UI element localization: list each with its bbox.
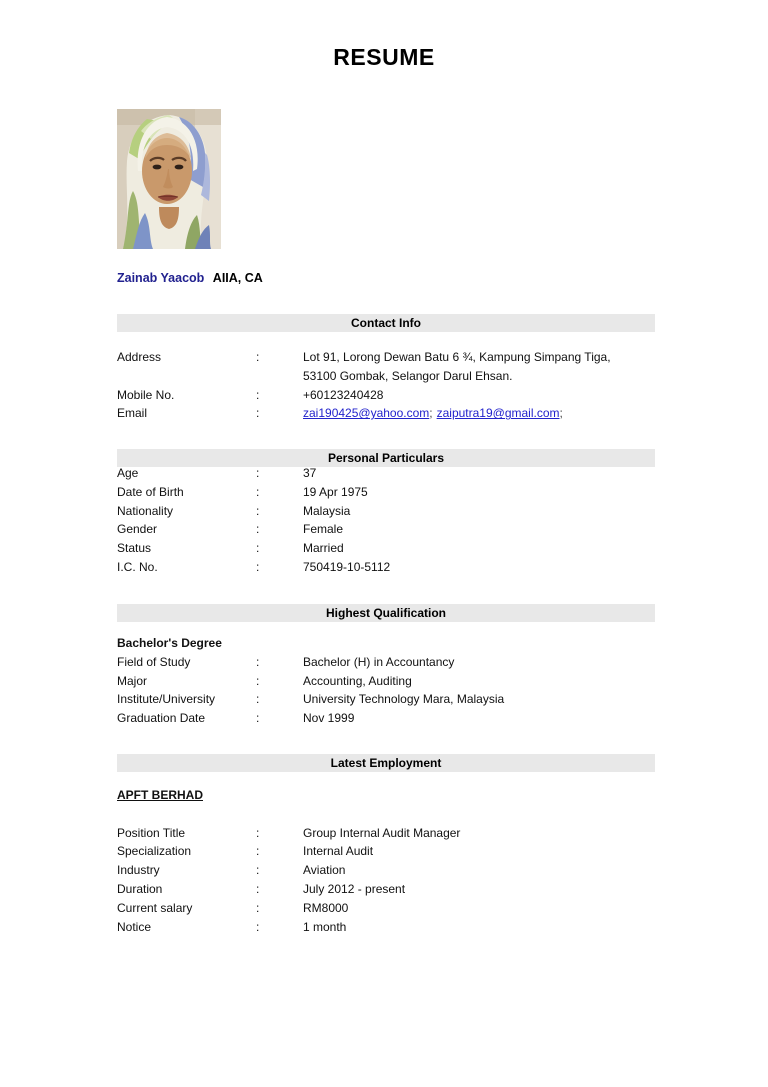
- dob-value: 19 Apr 1975: [303, 484, 368, 499]
- nationality-label: Nationality: [117, 503, 174, 518]
- candidate-name-line: [117, 271, 263, 285]
- degree-heading: Bachelor's Degree: [117, 636, 222, 650]
- colon-separator: :: [256, 522, 260, 537]
- dob-label: Date of Birth: [117, 484, 184, 499]
- personal-row-ic-no: [117, 558, 655, 577]
- email-values: [303, 404, 655, 423]
- status-label: Status: [117, 541, 152, 556]
- colon-separator: :: [256, 466, 260, 480]
- gender-value: Female: [303, 522, 344, 537]
- institute-value: University Technology Mara, Malaysia: [303, 692, 505, 707]
- email-label: Email: [117, 406, 148, 421]
- page-title: RESUME: [333, 44, 435, 70]
- employment-row-notice: [117, 918, 655, 937]
- address-label: Address: [117, 350, 162, 364]
- gender-label: Gender: [117, 522, 158, 537]
- section-header-contact-info: Contact Info: [117, 314, 655, 332]
- graduation-date-value: Nov 1999: [303, 711, 355, 726]
- address-value-line2: 53100 Gombak, Selangor Darul Ehsan.: [303, 368, 513, 383]
- ic-no-value: 750419-10-5112: [303, 559, 391, 574]
- email-link-gmail[interactable]: zaiputra19@gmail.com: [436, 406, 560, 421]
- personal-particulars-section: [117, 464, 655, 577]
- industry-label: Industry: [117, 863, 160, 878]
- qualification-row-graduation: [117, 709, 655, 728]
- employment-row-duration: [117, 880, 655, 899]
- contact-info-section: [117, 348, 655, 423]
- notice-label: Notice: [117, 919, 152, 934]
- field-of-study-label: Field of Study: [117, 654, 191, 669]
- employment-row-position: [117, 824, 655, 843]
- age-value: 37: [303, 466, 317, 480]
- contact-row-address-line2: [117, 367, 655, 386]
- colon-separator: :: [256, 844, 260, 859]
- specialization-label: Specialization: [117, 844, 192, 859]
- status-value: Married: [303, 541, 344, 556]
- section-header-latest-employment: Latest Employment: [117, 754, 655, 772]
- institute-label: Institute/University: [117, 692, 216, 707]
- colon-separator: :: [256, 825, 260, 840]
- major-label: Major: [117, 673, 148, 688]
- duration-label: Duration: [117, 881, 163, 896]
- employment-row-salary: [117, 899, 655, 918]
- field-of-study-value: Bachelor (H) in Accountancy: [303, 654, 455, 669]
- qualification-row-field: [117, 653, 655, 672]
- position-title-value: Group Internal Audit Manager: [303, 825, 461, 840]
- contact-row-mobile: [117, 386, 655, 405]
- candidate-credentials: AIIA, CA: [212, 271, 263, 285]
- employment-row-industry: [117, 861, 655, 880]
- mobile-value: +60123240428: [303, 387, 384, 402]
- portrait-photo-graphic: [117, 109, 221, 249]
- contact-row-address: [117, 348, 655, 367]
- colon-separator: :: [256, 711, 260, 726]
- colon-separator: :: [256, 692, 260, 707]
- address-value-line1: Lot 91, Lorong Dewan Batu 6 ¾, Kampung Simpang Tiga,: [303, 350, 611, 364]
- latest-employment-section: [117, 786, 655, 936]
- personal-row-age: [117, 464, 655, 483]
- nationality-value: Malaysia: [303, 503, 351, 518]
- colon-separator: :: [256, 484, 260, 499]
- major-value: Accounting, Auditing: [303, 673, 412, 688]
- colon-separator: :: [256, 919, 260, 934]
- graduation-date-label: Graduation Date: [117, 711, 206, 726]
- colon-separator: :: [256, 559, 260, 574]
- colon-separator: :: [256, 654, 260, 669]
- duration-value: July 2012 - present: [303, 881, 406, 896]
- highest-qualification-section: [117, 634, 655, 728]
- email-link-yahoo[interactable]: zai190425@yahoo.com: [303, 406, 430, 421]
- company-name: APFT BERHAD: [117, 788, 203, 802]
- mobile-label: Mobile No.: [117, 387, 175, 402]
- personal-row-nationality: [117, 502, 655, 521]
- email-separator: ;: [429, 406, 433, 421]
- qualification-row-institute: [117, 690, 655, 709]
- industry-value: Aviation: [303, 863, 346, 878]
- section-header-highest-qualification: Highest Qualification: [117, 604, 655, 622]
- current-salary-label: Current salary: [117, 900, 193, 915]
- portrait-photo: [117, 109, 221, 249]
- position-title-label: Position Title: [117, 825, 186, 840]
- notice-value: 1 month: [303, 919, 347, 934]
- personal-row-gender: [117, 520, 655, 539]
- colon-separator: :: [256, 863, 260, 878]
- contact-row-email: [117, 404, 655, 423]
- age-label: Age: [117, 466, 139, 480]
- email-separator-trailing: ;: [559, 406, 563, 421]
- current-salary-value: RM8000: [303, 900, 349, 915]
- employment-row-specialization: [117, 842, 655, 861]
- personal-row-status: [117, 539, 655, 558]
- colon-separator: :: [256, 881, 260, 896]
- colon-separator: :: [256, 387, 260, 402]
- colon-separator: :: [256, 900, 260, 915]
- colon-separator: :: [256, 673, 260, 688]
- colon-separator: :: [256, 541, 260, 556]
- candidate-name: Zainab Yaacob: [117, 271, 205, 285]
- colon-separator: :: [256, 406, 260, 421]
- colon-separator: :: [256, 503, 260, 518]
- personal-row-dob: [117, 483, 655, 502]
- ic-no-label: I.C. No.: [117, 559, 158, 574]
- colon-separator: :: [256, 350, 260, 364]
- section-header-personal-particulars: Personal Particulars: [117, 449, 655, 467]
- qualification-row-major: [117, 672, 655, 691]
- specialization-value: Internal Audit: [303, 844, 374, 859]
